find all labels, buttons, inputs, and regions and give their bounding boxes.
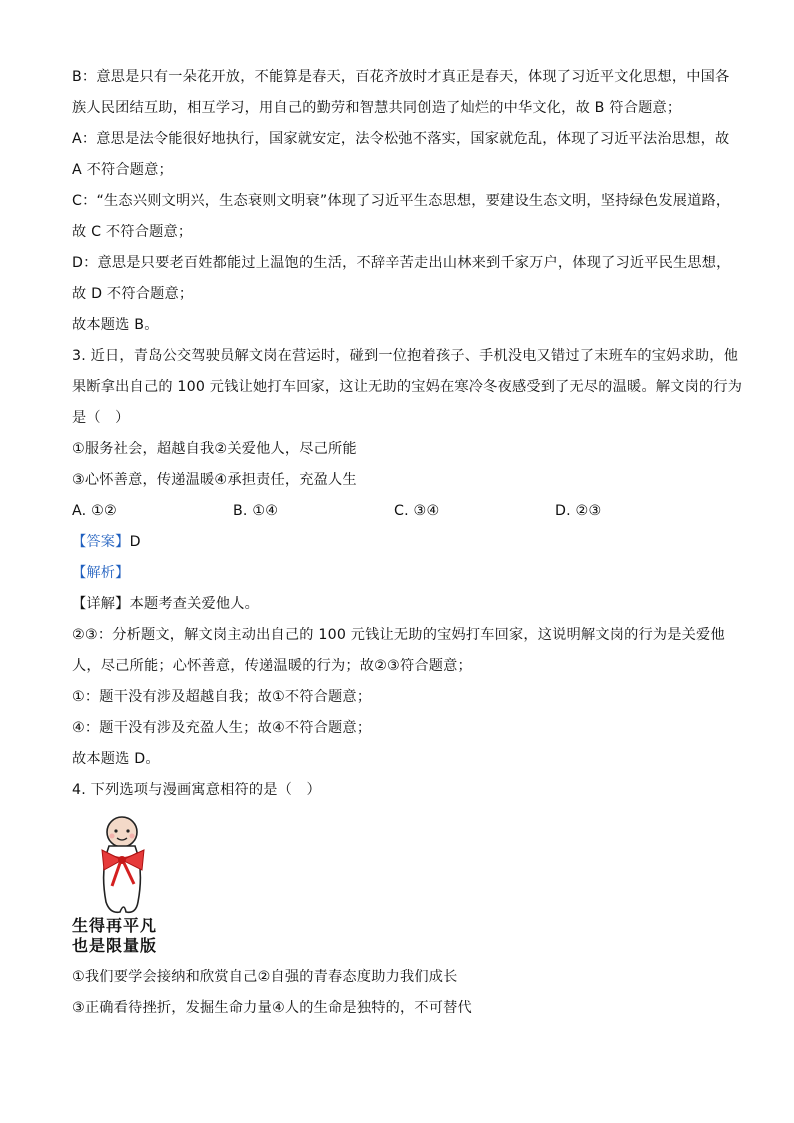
- detail-line: [72, 589, 722, 620]
- question-3-stem: 3. 近日，青岛公交驾驶员解文岗在营运时，碰到一位抱着孩子、手机没电又错过了末班车的宝妈求助，他: [72, 348, 739, 364]
- text-line: C：“生态兴则文明兴，生态衰则文明衰”体现了习近平生态思想，要建设生态文明，坚持绿色发展道路，: [72, 193, 731, 209]
- document-page: [72, 62, 743, 1024]
- question-3-item: ①服务社会，超越自我②关爱他人，尽己所能: [72, 441, 357, 457]
- question-4-stem: 4. 下列选项与漫画寓意相符的是（ ）: [72, 782, 321, 798]
- text-line: 故 D 不符合题意；: [72, 286, 194, 302]
- option-c: C. ③④: [394, 503, 440, 519]
- text-line: A 不符合题意；: [72, 162, 173, 178]
- question-3-stem: 果断拿出自己的 100 元钱让她打车回家，这让无助的宝妈在寒冷冬夜感受到了无尽的温暖。解文岗的行为: [72, 379, 743, 395]
- text-line: 故本题选 B。: [72, 317, 159, 333]
- text-line: 故 C 不符合题意；: [72, 224, 193, 240]
- text-line: 族人民团结互助，相互学习，用自己的勤劳和智慧共同创造了灿烂的中华文化，故 B 符合题意；: [72, 100, 682, 116]
- option-a: A. ①②: [72, 503, 117, 519]
- detail-tag: 【详解】: [72, 596, 130, 612]
- answer-tag: 【答案】: [72, 534, 130, 550]
- cartoon-caption: 生得再平凡: [72, 916, 158, 935]
- question-4-item: ③正确看待挫折，发掘生命力量④人的生命是独特的，不可替代: [72, 1000, 472, 1016]
- question-4-item: ①我们要学会接纳和欣赏自己②自强的青春态度助力我们成长: [72, 969, 458, 985]
- analysis-line: [72, 558, 722, 589]
- question-3-options: [72, 496, 722, 527]
- cartoon-figure-icon: [76, 810, 196, 950]
- option-b: B. ①④: [233, 503, 279, 519]
- explain-line: 故本题选 D。: [72, 751, 160, 767]
- question-3-item: ③心怀善意，传递温暖④承担责任，充盈人生: [72, 472, 357, 488]
- answer-line: [72, 527, 722, 558]
- text-line: A：意思是法令能很好地执行，国家就安定，法令松弛不落实，国家就危乱，体现了习近平法治思想，故: [72, 131, 730, 147]
- cartoon-caption: 也是限量版: [72, 936, 158, 955]
- detail-text: 本题考查关爱他人。: [129, 596, 260, 612]
- answer-value: D: [129, 534, 141, 550]
- explain-line: ①：题干没有涉及超越自我；故①不符合题意；: [72, 689, 372, 705]
- text-line: D：意思是只要老百姓都能过上温饱的生活，不辞辛苦走出山林来到千家万户，体现了习近平民生思想，: [72, 255, 731, 271]
- explain-line: ②③：分析题文，解文岗主动出自己的 100 元钱让无助的宝妈打车回家，这说明解文岗的行为是关爱他: [72, 627, 725, 643]
- option-d: D. ②③: [555, 503, 602, 519]
- text-line: B：意思是只有一朵花开放，不能算是春天，百花齐放时才真正是春天，体现了习近平文化思想，中国各: [72, 69, 730, 85]
- explain-line: 人，尽己所能；心怀善意，传递温暖的行为；故②③符合题意；: [72, 658, 472, 674]
- question-3-stem: 是（ ）: [72, 410, 130, 426]
- explain-line: ④：题干没有涉及充盈人生；故④不符合题意；: [72, 720, 372, 736]
- cartoon-illustration: [76, 810, 196, 950]
- analysis-tag: 【解析】: [72, 565, 130, 581]
